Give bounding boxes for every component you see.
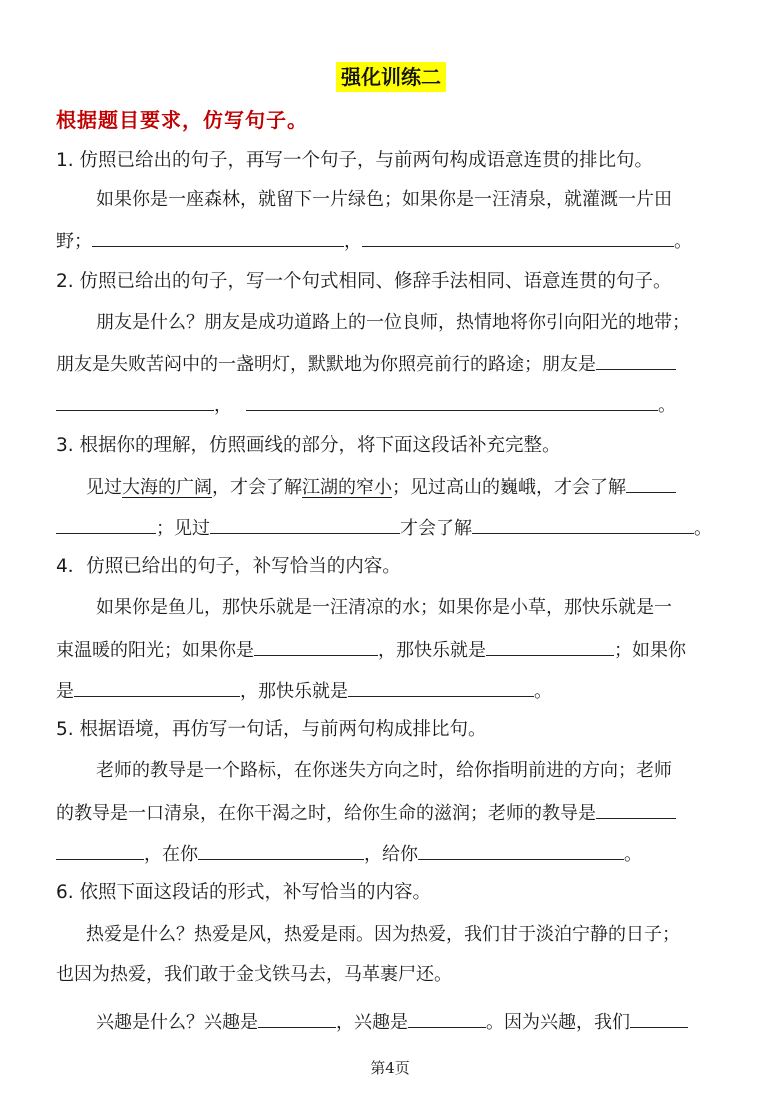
- q3-blank-2[interactable]: [56, 513, 156, 534]
- q6-example-1: 热爱是什么？热爱是风，热爱是雨。因为热爱，我们甘于淡泊宁静的日子；: [86, 924, 680, 945]
- q2-prompt: 2. 仿照已给出的句子，写一个句式相同、修辞手法相同、语意连贯的句子。: [56, 271, 672, 292]
- q3-text-3: ；见过高山的巍峨，才会了解: [392, 477, 626, 498]
- q2-example-2: [56, 349, 676, 379]
- q6-text-3: 。因为兴趣，我们: [486, 1012, 630, 1033]
- page-title: 强化训练二: [336, 62, 446, 92]
- q1-comma: ，: [344, 231, 362, 252]
- q4-answer-line-1: [56, 635, 686, 665]
- q5-prompt: 5. 根据语境，再仿写一句话，与前两句构成排比句。: [56, 719, 487, 740]
- q4-text-5: ，那快乐就是: [240, 681, 348, 702]
- q1-blank-2[interactable]: [362, 226, 674, 247]
- q3-blank-4[interactable]: [472, 513, 694, 534]
- q3-blank-1[interactable]: [626, 472, 676, 493]
- q6-text-2: ，兴趣是: [336, 1012, 408, 1033]
- q6-answer-line: [96, 1007, 688, 1037]
- q2-blank-1[interactable]: [596, 349, 676, 370]
- q2-blank-2[interactable]: [56, 390, 214, 411]
- q1-prompt: 1. 仿照已给出的句子，再写一个句子，与前两句构成语意连贯的排比句。: [56, 150, 654, 171]
- q6-text-1: 兴趣是什么？兴趣是: [96, 1012, 258, 1033]
- page-number: 第4页: [370, 1059, 410, 1077]
- q5-example-1: 老师的教导是一个路标，在你迷失方向之时，给你指明前进的方向；老师: [96, 760, 672, 781]
- q2-blank-3[interactable]: [246, 390, 658, 411]
- q3-blank-3[interactable]: [210, 513, 400, 534]
- q4-text-2: ，那快乐就是: [378, 640, 486, 661]
- q5-text: 的教导是一口清泉，在你干渴之时，给你生命的滋润；老师的教导是: [56, 803, 596, 824]
- q1-end: 。: [674, 231, 692, 252]
- q5-blank-2[interactable]: [56, 839, 144, 860]
- q6-prompt: 6. 依照下面这段话的形式，补写恰当的内容。: [56, 882, 432, 903]
- q5-blank-1[interactable]: [596, 798, 676, 819]
- q1-answer-line: [56, 226, 692, 256]
- q4-blank-4[interactable]: [348, 676, 534, 697]
- q4-text-1: 束温暖的阳光；如果你是: [56, 640, 254, 661]
- instruction: 根据题目要求，仿写句子。: [56, 108, 308, 132]
- q1-blank-1[interactable]: [92, 226, 344, 247]
- q5-blank-4[interactable]: [418, 839, 624, 860]
- q4-blank-3[interactable]: [74, 676, 240, 697]
- q1-text: 野；: [56, 231, 92, 252]
- q2-example-1: 朋友是什么？朋友是成功道路上的一位良师，热情地将你引向阳光的地带；: [96, 312, 690, 333]
- q2-answer-line: [56, 390, 676, 420]
- q4-text-4: 是: [56, 681, 74, 702]
- q4-prompt: 4．仿照已给出的句子，补写恰当的内容。: [56, 556, 401, 577]
- q5-example-2: [56, 798, 676, 828]
- q5-blank-3[interactable]: [198, 839, 364, 860]
- q3-text-2: ，才会了解: [212, 477, 302, 498]
- q4-text-3: ；如果你: [614, 640, 686, 661]
- q3-end: 。: [694, 518, 712, 539]
- q3-prompt: 3. 根据你的理解，仿照画线的部分，将下面这段话补充完整。: [56, 435, 561, 456]
- q5-text-2: ，在你: [144, 844, 198, 865]
- q6-blank-2[interactable]: [408, 1007, 486, 1028]
- q3-text-4: ；见过: [156, 518, 210, 539]
- q2-comma: ，: [214, 395, 232, 416]
- q3-underlined-1: 大海的广阔: [122, 477, 212, 498]
- q3-example: [86, 472, 676, 502]
- q6-blank-1[interactable]: [258, 1007, 336, 1028]
- q2-text: 朋友是失败苦闷中的一盏明灯，默默地为你照亮前行的路途；朋友是: [56, 354, 596, 375]
- q5-end: 。: [624, 844, 642, 865]
- q3-text-5: 才会了解: [400, 518, 472, 539]
- q2-end: 。: [658, 395, 676, 416]
- q4-blank-2[interactable]: [486, 635, 614, 656]
- q4-end: 。: [534, 681, 552, 702]
- q6-blank-3[interactable]: [630, 1007, 688, 1028]
- q3-answer-line: [56, 513, 712, 543]
- q6-example-2: 也因为热爱，我们敢于金戈铁马去，马革裹尸还。: [56, 964, 452, 985]
- q1-example: 如果你是一座森林，就留下一片绿色；如果你是一汪清泉，就灌溉一片田: [96, 189, 672, 210]
- q5-text-3: ，给你: [364, 844, 418, 865]
- q3-text-1: 见过: [86, 477, 122, 498]
- q3-underlined-2: 江湖的窄小: [302, 477, 392, 498]
- q4-blank-1[interactable]: [254, 635, 378, 656]
- q4-answer-line-2: [56, 676, 552, 706]
- q4-example: 如果你是鱼儿，那快乐就是一汪清凉的水；如果你是小草，那快乐就是一: [96, 597, 672, 618]
- q5-answer-line: [56, 839, 642, 869]
